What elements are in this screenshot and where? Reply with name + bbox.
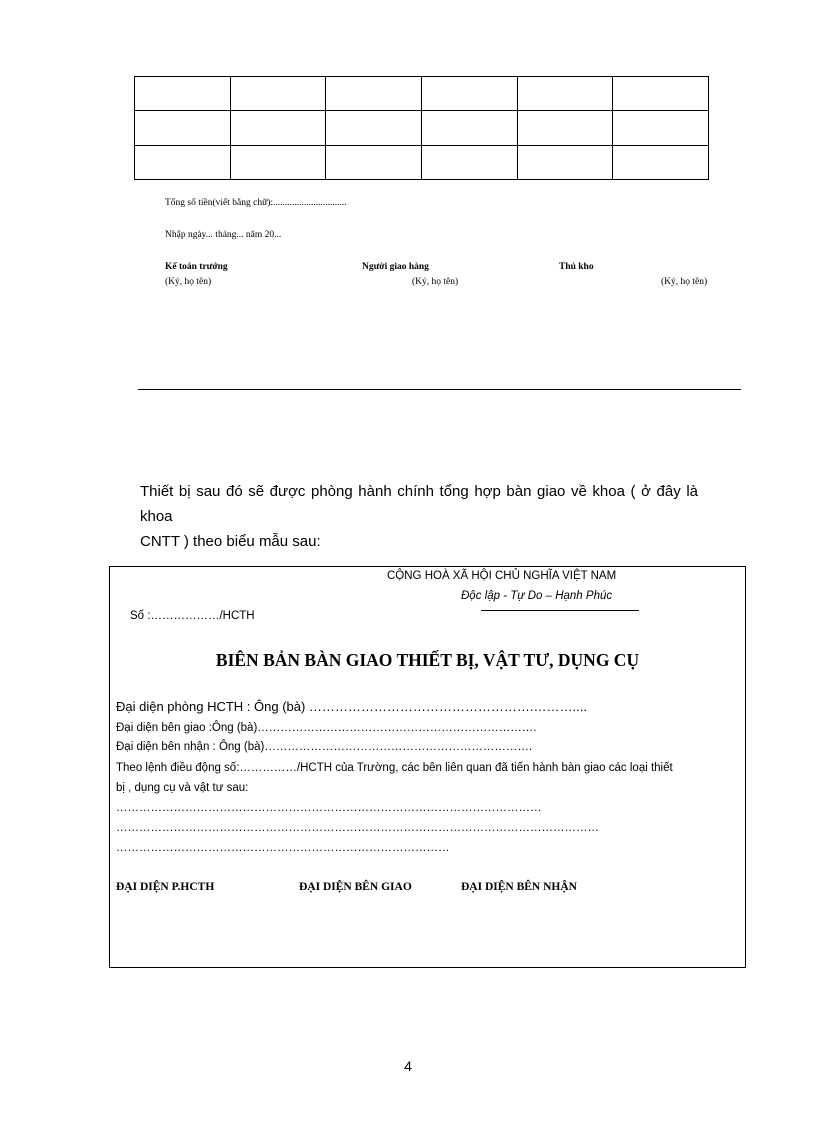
country-heading: CỘNG HOÀ XÃ HỘI CHỦ NGHĨA VIỆT NAM [387,570,617,582]
signer-title-storekeeper: Thủ kho [559,262,594,272]
intro-line-2: CNTT ) theo biểu mẫu sau: [140,533,321,550]
signer-note-accountant: (Ký, họ tên) [165,277,212,287]
order-line-1: Theo lệnh điều động số:……………/HCTH của Trường, các bên liên quan đã tiến hành bàn giao các loại thiết [116,762,673,774]
total-in-words: Tổng số tiền(viết bằng chữ):............................... [165,198,347,208]
dotted-line-2: ……………………………………………………………………………………………………………… [116,822,599,834]
dotted-line-3: …………………………………………………………………………… [116,842,450,854]
table-row [135,111,709,145]
sign-giao: ĐẠI DIỆN BÊN GIAO [299,881,412,893]
order-line-2: bị , dụng cụ và vật tư sau: [116,782,249,794]
form-title: BIÊN BẢN BÀN GIAO THIẾT BỊ, VẬT TƯ, DỤNG CỤ [215,650,640,670]
section-divider [138,389,741,390]
import-date: Nhập ngày... tháng... năm 20... [165,230,282,240]
signer-note-deliverer: (Ký, họ tên) [412,277,459,287]
signer-title-deliverer: Người giao hàng [362,262,429,272]
rep-giao-line: Đại diện bên giao :Ông (bà)………………………………………………………………. [116,722,537,734]
intro-paragraph [140,479,698,554]
sign-hcth: ĐẠI DIỆN P.HCTH [116,881,215,893]
signer-title-accountant: Kế toán trưởng [165,262,228,272]
motto-underline [481,610,639,611]
page-number: 4 [404,1058,412,1074]
rep-nhan-line: Đại diện bên nhận : Ông (bà)……………………………………………………………. [116,741,533,753]
table-row [135,145,709,179]
goods-table [134,76,709,180]
national-motto: Độc lập - Tự Do – Hạnh Phúc [461,590,613,602]
table-row [135,77,709,111]
dotted-line-1: ………………………………………………………………………………………………… [116,802,542,814]
sign-nhan: ĐẠI DIỆN BÊN NHẬN [461,881,577,893]
intro-line-1: Thiết bị sau đó sẽ được phòng hành chính tổng hợp bàn giao về khoa ( ở đây là khoa [140,483,698,525]
document-number: Số :………………/HCTH [130,610,255,622]
rep-hcth-line: Đại diện phòng HCTH : Ông (bà) …………………………………………….……….... [116,699,587,714]
signer-note-storekeeper: (Ký, họ tên) [661,277,708,287]
